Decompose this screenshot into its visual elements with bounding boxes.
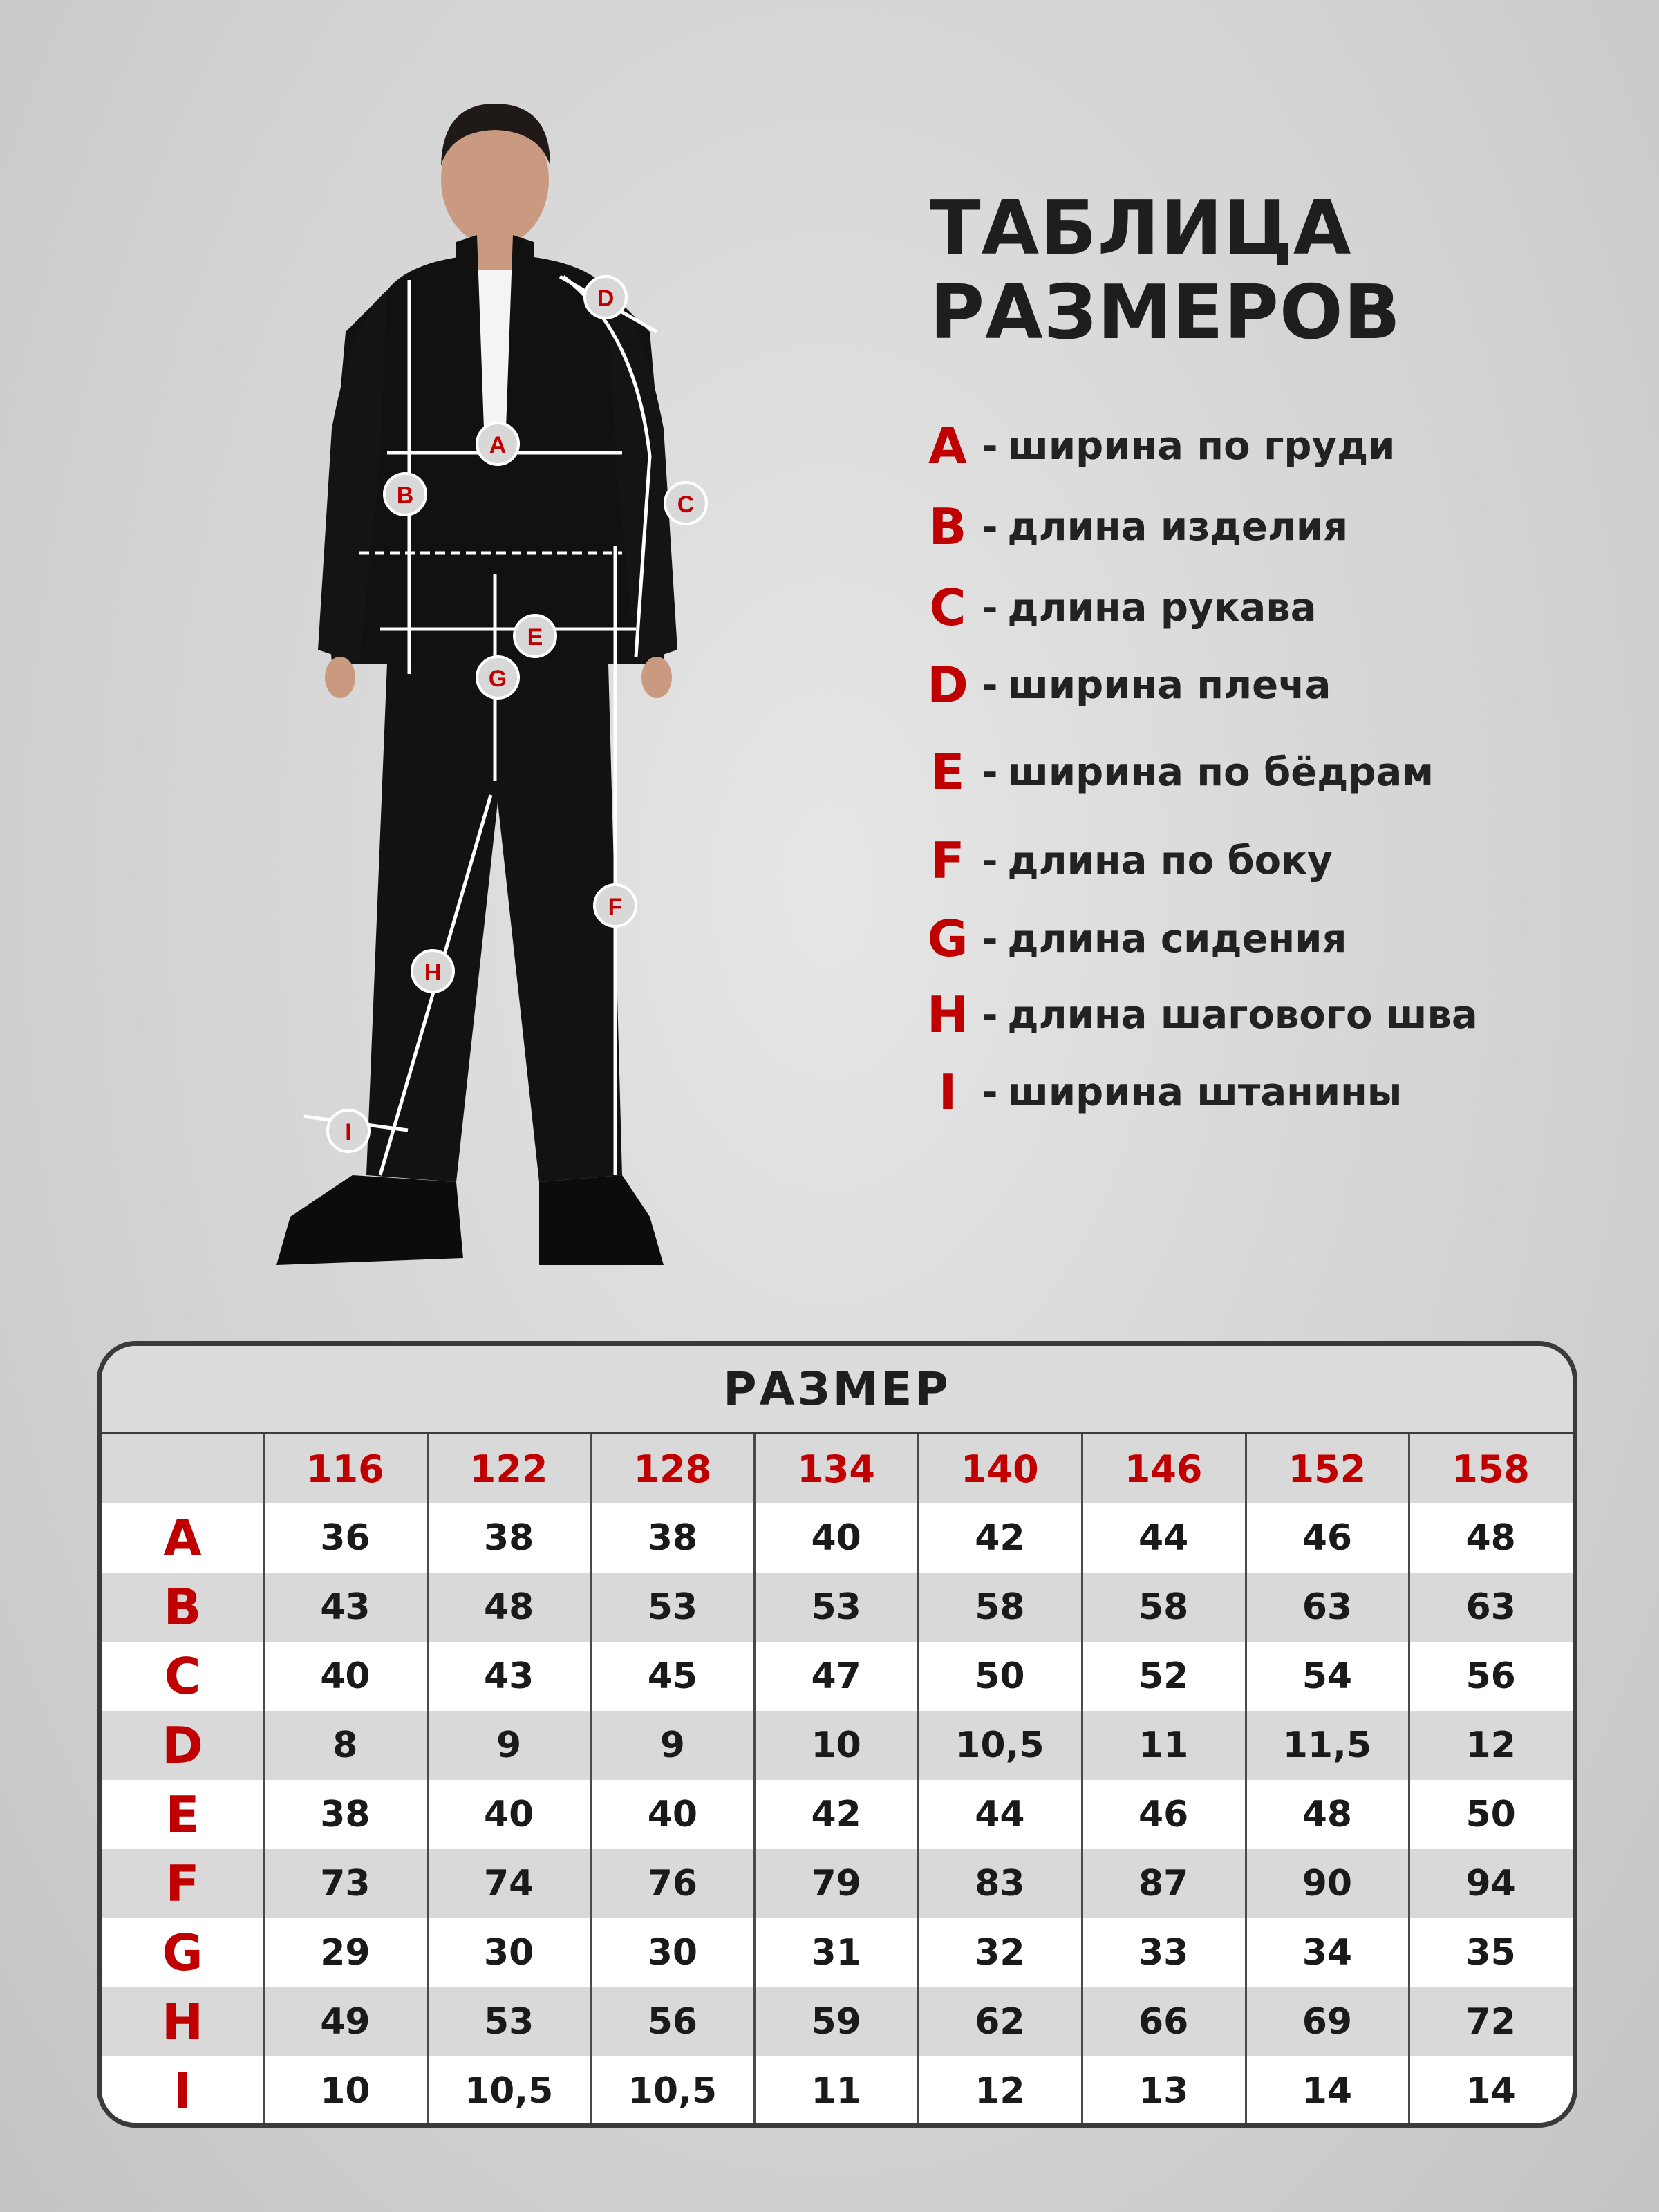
table-cell: 35 <box>1465 1932 1516 1974</box>
row-letter: D <box>162 1716 203 1774</box>
row-letter: H <box>161 1993 204 2051</box>
legend-dash: - <box>982 993 998 1037</box>
column-divider <box>590 1434 592 2126</box>
table-cell: 36 <box>320 1517 371 1559</box>
marker-b <box>384 474 426 515</box>
table-cell: 40 <box>320 1656 371 1697</box>
legend-item-b <box>923 496 1348 558</box>
column-divider <box>1408 1434 1410 2126</box>
table-cell: 10,5 <box>628 2070 718 2112</box>
row-letter: C <box>164 1647 201 1705</box>
table-cell: 8 <box>332 1725 358 1766</box>
table-cell: 31 <box>811 1932 861 1974</box>
table-cell: 11,5 <box>1282 1725 1372 1766</box>
table-cell: 62 <box>975 2001 1025 2043</box>
table-cell: 56 <box>647 2001 698 2043</box>
column-divider <box>263 1434 265 2126</box>
table-cell: 29 <box>320 1932 371 1974</box>
left-hand <box>325 657 355 698</box>
legend-item-e <box>923 741 1434 803</box>
legend-item-d <box>923 654 1331 716</box>
table-cell: 76 <box>647 1863 698 1904</box>
table-cell: 53 <box>811 1586 861 1628</box>
legend-dash: - <box>982 917 998 961</box>
size-header-row <box>102 1434 1573 1503</box>
marker-b-letter: B <box>396 482 414 509</box>
marker-a-letter: A <box>489 432 507 458</box>
table-cell: 40 <box>647 1794 698 1835</box>
marker-e <box>514 615 556 657</box>
marker-d-letter: D <box>597 285 615 312</box>
row-letter: E <box>165 1785 200 1844</box>
row-letter: I <box>173 2062 192 2120</box>
marker-i <box>328 1110 369 1152</box>
table-cell: 54 <box>1302 1656 1353 1697</box>
legend-description: ширина по бёдрам <box>1007 749 1434 795</box>
size-label: 140 <box>961 1447 1039 1491</box>
table-cell: 56 <box>1465 1656 1516 1697</box>
legend-description: длина по боку <box>1007 838 1333 883</box>
table-cell: 43 <box>320 1586 371 1628</box>
table-cell: 9 <box>496 1725 522 1766</box>
table-cell: 48 <box>483 1586 534 1628</box>
row-letter: A <box>163 1509 202 1567</box>
table-cell: 90 <box>1302 1863 1353 1904</box>
table-cell: 10 <box>320 2070 371 2112</box>
column-divider <box>1245 1434 1247 2126</box>
table-cell: 49 <box>320 2001 371 2043</box>
table-cell: 50 <box>975 1656 1025 1697</box>
table-cell: 63 <box>1465 1586 1516 1628</box>
size-label: 116 <box>306 1447 384 1491</box>
column-divider <box>753 1434 756 2126</box>
title-line-2: РАЗМЕРОВ <box>930 270 1401 356</box>
table-cell: 53 <box>483 2001 534 2043</box>
table-cell: 32 <box>975 1932 1025 1974</box>
table-cell: 50 <box>1465 1794 1516 1835</box>
table-cell: 42 <box>975 1517 1025 1559</box>
marker-a <box>477 423 518 465</box>
marker-c-letter: C <box>677 491 695 518</box>
table-cell: 33 <box>1138 1932 1189 1974</box>
size-label: 134 <box>797 1447 875 1491</box>
marker-e-letter: E <box>527 624 543 650</box>
column-divider <box>1081 1434 1083 2126</box>
column-divider <box>427 1434 429 2126</box>
table-cell: 14 <box>1302 2070 1353 2112</box>
table-row <box>102 1573 1573 1642</box>
tracksuit-figure <box>249 41 747 1300</box>
table-cell: 59 <box>811 2001 861 2043</box>
legend-description: ширина плеча <box>1007 662 1331 708</box>
legend-letter: E <box>930 743 965 801</box>
page-title <box>930 187 1552 355</box>
table-cell: 66 <box>1138 2001 1189 2043</box>
marker-d <box>585 276 626 318</box>
legend-item-i <box>923 1061 1402 1123</box>
table-row <box>102 1642 1573 1711</box>
legend-letter: A <box>928 417 967 475</box>
table-cell: 58 <box>1138 1586 1189 1628</box>
table-cell: 87 <box>1138 1863 1189 1904</box>
table-cell: 30 <box>647 1932 698 1974</box>
legend-dash: - <box>982 838 998 883</box>
table-row <box>102 1780 1573 1849</box>
legend-letter: H <box>926 986 969 1044</box>
size-label: 146 <box>1124 1447 1203 1491</box>
table-cell: 10 <box>811 1725 861 1766</box>
table-cell: 40 <box>483 1794 534 1835</box>
table-cell: 79 <box>811 1863 861 1904</box>
table-row <box>102 1849 1573 1918</box>
legend-description: ширина по груди <box>1007 423 1396 469</box>
table-cell: 72 <box>1465 2001 1516 2043</box>
table-cell: 42 <box>811 1794 861 1835</box>
legend-description: ширина штанины <box>1007 1069 1403 1115</box>
legend-dash: - <box>982 750 998 794</box>
legend-letter: I <box>938 1063 957 1121</box>
table-cell: 46 <box>1302 1517 1353 1559</box>
marker-h <box>412 950 453 992</box>
legend-dash: - <box>982 424 998 468</box>
legend-description: длина изделия <box>1007 504 1349 550</box>
table-cell: 94 <box>1465 1863 1516 1904</box>
row-letter: G <box>162 1924 203 1982</box>
table-row <box>102 1987 1573 2056</box>
row-letter: F <box>165 1855 200 1913</box>
size-label: 152 <box>1288 1447 1367 1491</box>
legend-letter: F <box>930 832 965 890</box>
table-row <box>102 1918 1573 1987</box>
column-divider <box>917 1434 919 2126</box>
table-cell: 38 <box>483 1517 534 1559</box>
right-shoe <box>539 1175 664 1265</box>
table-cell: 14 <box>1465 2070 1516 2112</box>
table-cell: 38 <box>320 1794 371 1835</box>
right-hand <box>641 657 672 698</box>
legend-dash: - <box>982 663 998 707</box>
table-cell: 46 <box>1138 1794 1189 1835</box>
marker-g <box>477 657 518 698</box>
marker-f <box>594 885 636 926</box>
table-cell: 12 <box>975 2070 1025 2112</box>
table-cell: 34 <box>1302 1932 1353 1974</box>
table-cell: 44 <box>1138 1517 1189 1559</box>
marker-f-letter: F <box>608 894 623 920</box>
legend-letter: G <box>927 910 968 968</box>
row-letter: B <box>163 1578 202 1636</box>
table-cell: 11 <box>811 2070 861 2112</box>
table-row <box>102 1503 1573 1573</box>
legend-description: длина сидения <box>1007 916 1347 962</box>
legend-description: длина рукава <box>1007 585 1317 630</box>
table-cell: 12 <box>1465 1725 1516 1766</box>
legend-letter: D <box>927 656 968 714</box>
table-cell: 43 <box>483 1656 534 1697</box>
table-cell: 58 <box>975 1586 1025 1628</box>
table-cell: 10,5 <box>955 1725 1044 1766</box>
tracksuit-illustration <box>249 41 747 1300</box>
table-cell: 83 <box>975 1863 1025 1904</box>
size-label: 128 <box>633 1447 712 1491</box>
size-table <box>97 1341 1577 2128</box>
legend-item-f <box>923 830 1333 892</box>
table-row <box>102 1711 1573 1780</box>
table-cell: 48 <box>1302 1794 1353 1835</box>
legend-letter: B <box>928 498 967 556</box>
table-cell: 73 <box>320 1863 371 1904</box>
table-row <box>102 2056 1573 2126</box>
marker-c <box>665 482 706 524</box>
table-cell: 63 <box>1302 1586 1353 1628</box>
table-cell: 52 <box>1138 1656 1189 1697</box>
table-cell: 13 <box>1138 2070 1189 2112</box>
legend-item-a <box>923 415 1395 477</box>
table-cell: 10,5 <box>464 2070 554 2112</box>
table-cell: 74 <box>483 1863 534 1904</box>
legend-item-g <box>923 908 1347 970</box>
table-header: РАЗМЕР <box>102 1346 1573 1434</box>
table-cell: 45 <box>647 1656 698 1697</box>
legend-item-h <box>923 984 1478 1046</box>
legend-dash: - <box>982 585 998 630</box>
table-cell: 38 <box>647 1517 698 1559</box>
table-cell: 9 <box>659 1725 685 1766</box>
table-cell: 48 <box>1465 1517 1516 1559</box>
marker-g-letter: G <box>488 666 507 692</box>
left-shoe <box>276 1175 463 1265</box>
title-line-1: ТАБЛИЦА <box>930 185 1352 272</box>
legend-item-c <box>923 577 1317 639</box>
legend-dash: - <box>982 505 998 549</box>
table-cell: 47 <box>811 1656 861 1697</box>
table-cell: 40 <box>811 1517 861 1559</box>
size-label: 158 <box>1452 1447 1530 1491</box>
table-cell: 30 <box>483 1932 534 1974</box>
legend-letter: C <box>929 579 966 637</box>
legend-dash: - <box>982 1070 998 1114</box>
legend-description: длина шагового шва <box>1007 992 1478 1038</box>
table-cell: 44 <box>975 1794 1025 1835</box>
table-cell: 69 <box>1302 2001 1353 2043</box>
marker-h-letter: H <box>424 959 442 986</box>
table-cell: 11 <box>1138 1725 1189 1766</box>
size-label: 122 <box>469 1447 548 1491</box>
table-cell: 53 <box>647 1586 698 1628</box>
marker-i-letter: I <box>345 1119 352 1145</box>
